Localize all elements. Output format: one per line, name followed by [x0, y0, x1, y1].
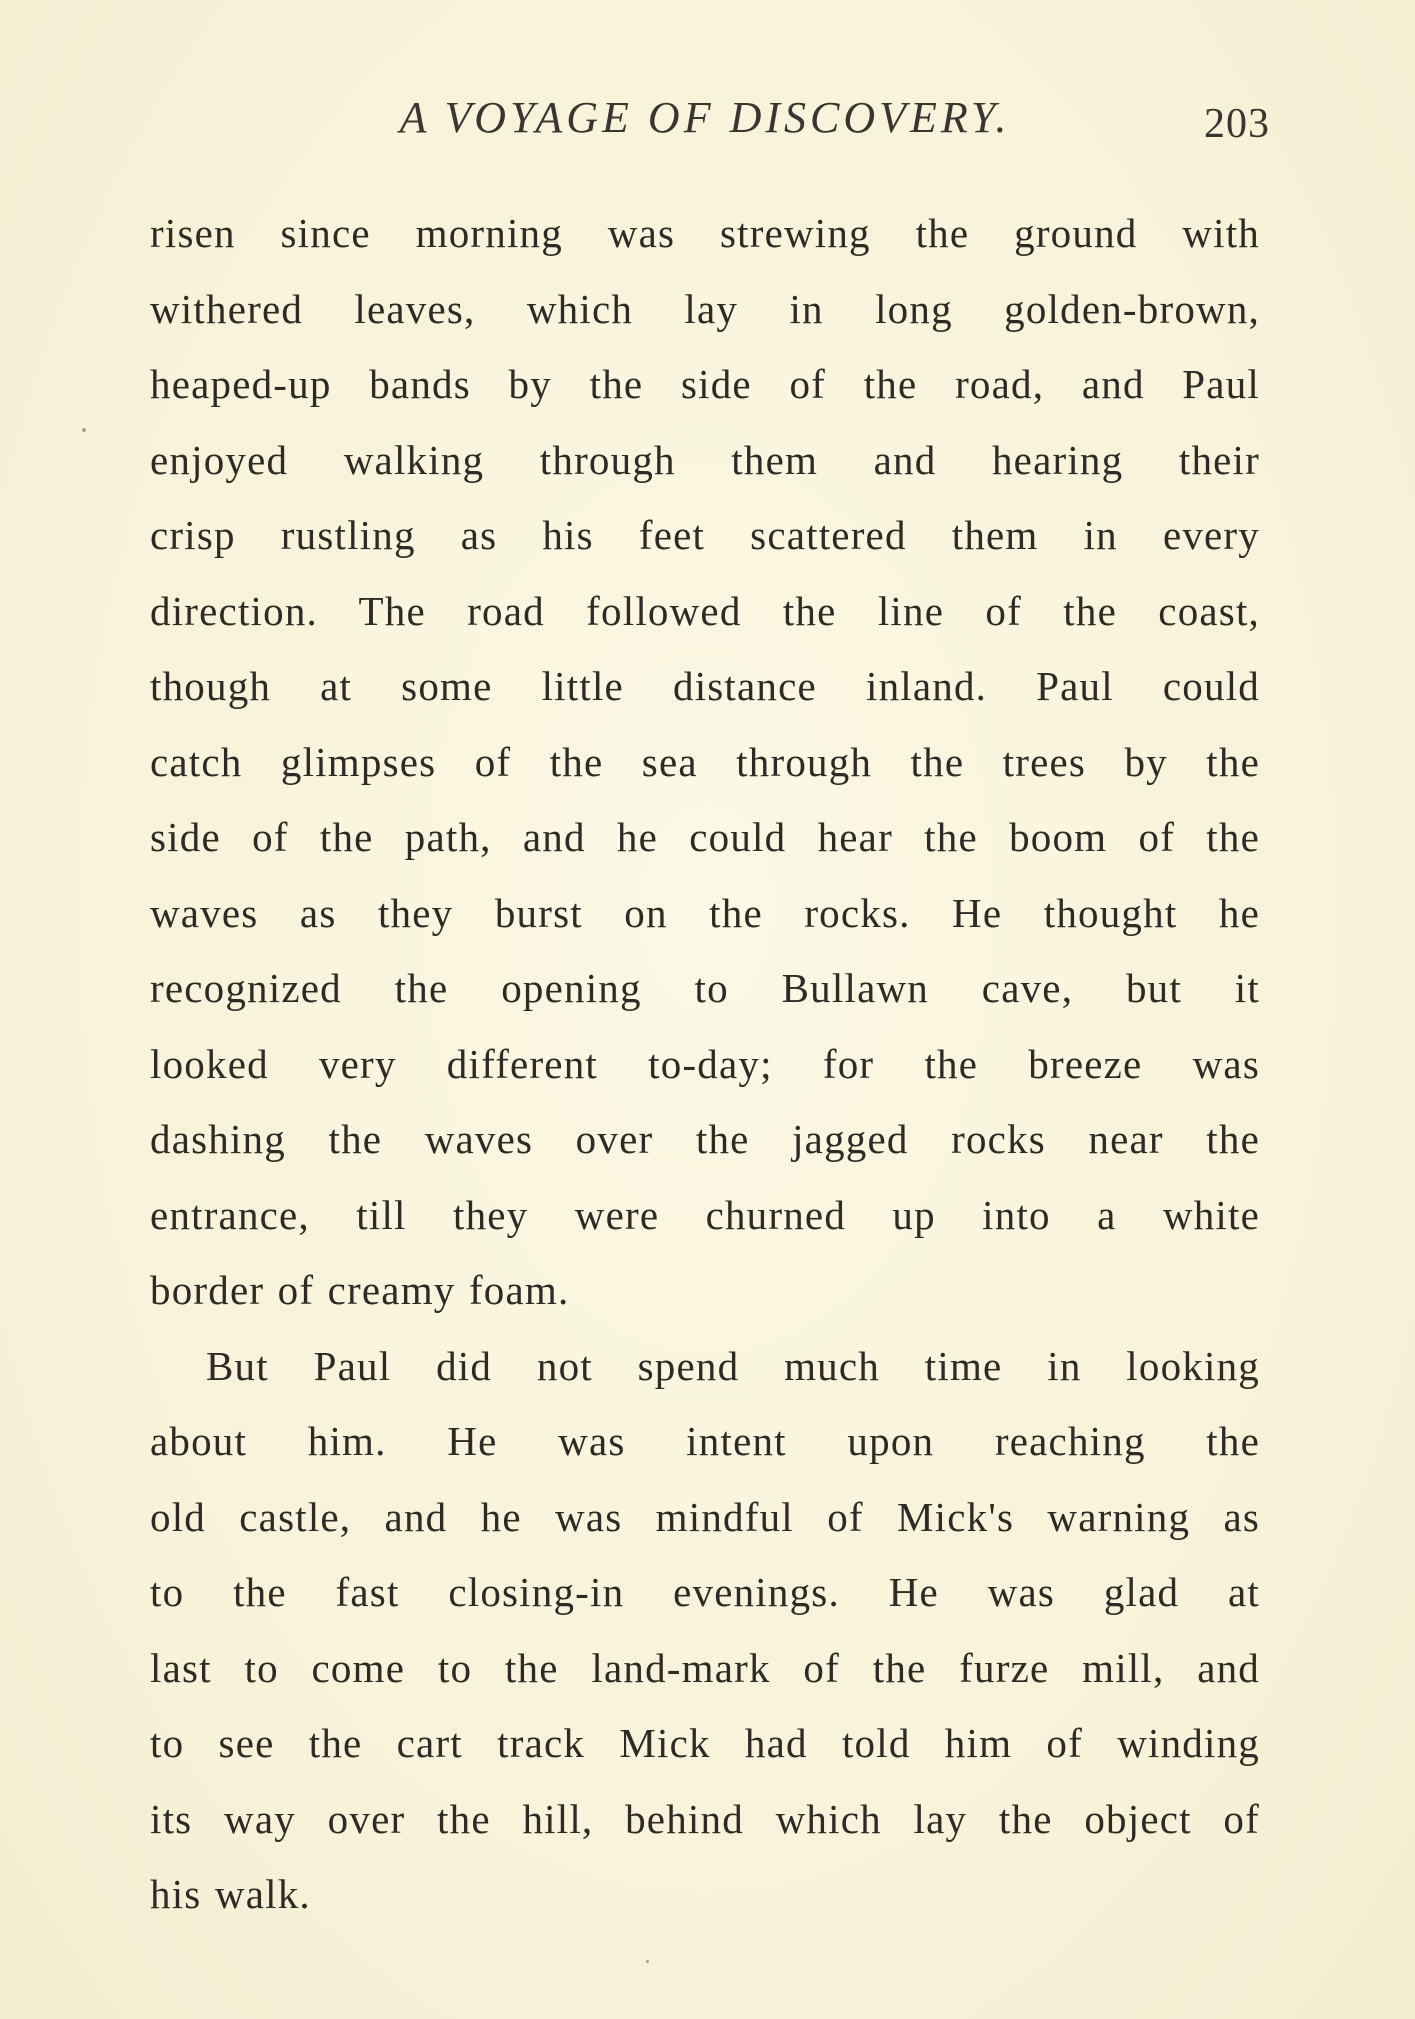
text-line: its way over the hill, behind which lay the object of: [150, 1795, 1260, 1842]
text-line: recognized the opening to Bullawn cave, but it: [150, 965, 1260, 1011]
paper-speck: [646, 1960, 649, 1963]
text-line: direction. The road followed the line of the coast,: [150, 587, 1260, 634]
paragraph-first-line: But Paul did not spend much time in looking: [206, 1342, 1260, 1389]
text-line: enjoyed walking through them and hearing their: [150, 436, 1260, 483]
chapter-running-title: A VOYAGE OF DISCOVERY.: [399, 93, 1011, 142]
text-line: looked very different to-day; for the breeze was: [150, 1040, 1260, 1087]
text-line: about him. He was intent upon reaching the: [150, 1418, 1260, 1464]
running-head: [150, 92, 1270, 152]
text-line: risen since morning was strewing the ground with: [150, 210, 1260, 256]
text-line: entrance, till they were churned up into a white: [150, 1191, 1260, 1238]
text-line: heaped-up bands by the side of the road, and Paul: [150, 361, 1260, 407]
text-line: last to come to the land-mark of the furze mill, and: [150, 1644, 1260, 1691]
text-line: crisp rustling as his feet scattered them in every: [150, 512, 1260, 558]
text-line: catch glimpses of the sea through the trees by the: [150, 738, 1260, 785]
text-line: waves as they burst on the rocks. He thought he: [150, 889, 1260, 936]
text-line: side of the path, and he could hear the boom of the: [150, 814, 1260, 860]
paragraph-last-line: border of creamy foam.: [150, 1267, 570, 1313]
text-line: to the fast closing-in evenings. He was glad at: [150, 1569, 1260, 1615]
paragraph-last-line: his walk.: [150, 1871, 311, 1917]
text-line: though at some little distance inland. Paul could: [150, 663, 1260, 709]
page-number: 203: [1204, 101, 1270, 147]
text-line: to see the cart track Mick had told him of winding: [150, 1720, 1260, 1766]
body-text: [150, 196, 1260, 1933]
text-line: old castle, and he was mindful of Mick's warning as: [150, 1493, 1260, 1540]
text-line: withered leaves, which lay in long golden-brown,: [150, 285, 1260, 332]
paper-speck: [82, 428, 86, 432]
text-line: dashing the waves over the jagged rocks near the: [150, 1116, 1260, 1162]
